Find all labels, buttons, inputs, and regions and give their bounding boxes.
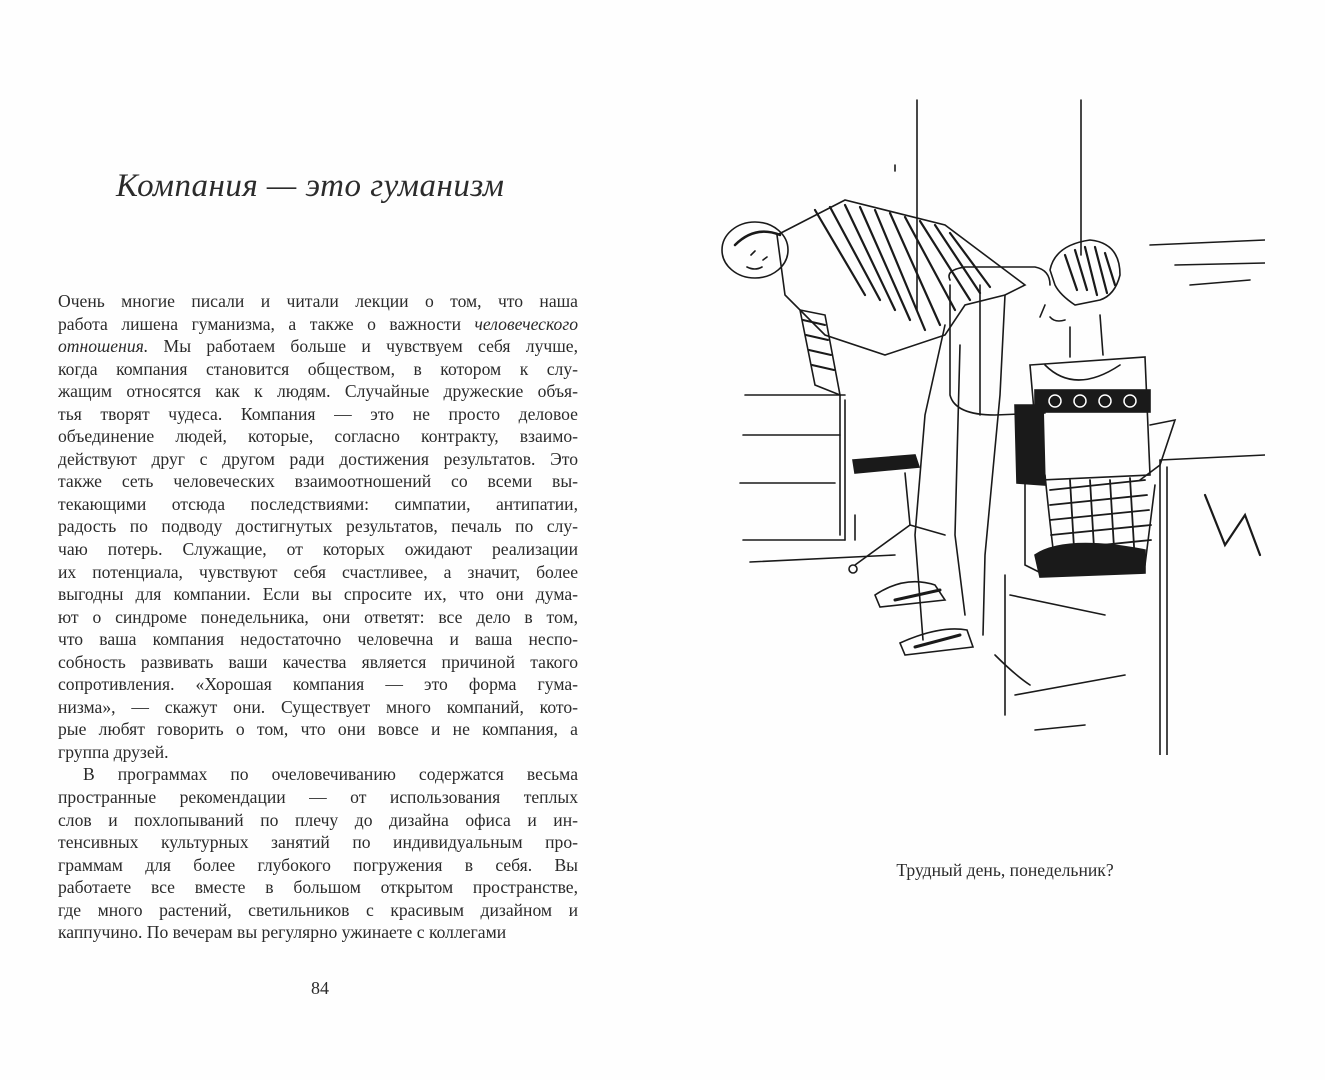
line-text: их потенциала, чувствуют себя счастливее, а значит, более bbox=[58, 561, 578, 582]
text-line bbox=[58, 448, 578, 471]
left-chair bbox=[849, 455, 945, 573]
line-text: ют о синдроме понедельника, они ответят: все дело в том, bbox=[58, 606, 578, 627]
emphasis-text: отношения. bbox=[58, 336, 149, 357]
line-text: где много растений, светильников с красивым дизайном и bbox=[58, 899, 578, 920]
text-line bbox=[58, 493, 578, 516]
line-text: тья творят чудеса. Компания — это не просто деловое bbox=[58, 403, 578, 424]
line-text: текающими отсюда последствиями: симпатии, антипатии, bbox=[58, 493, 578, 514]
line-text: группа друзей. bbox=[58, 741, 169, 762]
chapter-title: Компания — это гуманизм bbox=[116, 168, 505, 204]
text-line bbox=[58, 380, 578, 403]
line-text: чаю потерь. Служащие, от которых ожидают реализации bbox=[58, 539, 578, 560]
text-line bbox=[58, 831, 578, 854]
line-text: Очень многие писали и читали лекции о том, что наша bbox=[58, 291, 578, 311]
illustration bbox=[705, 95, 1265, 755]
line-text: низма», — скажут они. Существует много компаний, кото- bbox=[58, 696, 578, 717]
line-text: выгодны для компании. Если вы спросите их, что они дума- bbox=[58, 584, 578, 605]
text-line bbox=[58, 718, 578, 741]
text-line bbox=[58, 673, 578, 696]
woman-figure bbox=[1030, 240, 1175, 565]
line-text: действуют друг с другом ради достижения результатов. Это bbox=[58, 448, 578, 469]
man-figure bbox=[722, 200, 1025, 655]
line-text: также сеть человеческих взаимоотношений со всеми вы- bbox=[58, 471, 578, 492]
line-text: В программах по очеловечиванию содержатся весьма bbox=[83, 764, 578, 785]
text-line bbox=[58, 515, 578, 538]
text-line bbox=[58, 470, 578, 493]
left-page bbox=[0, 0, 662, 1080]
text-line bbox=[58, 335, 578, 358]
text-line bbox=[58, 628, 578, 651]
text-line bbox=[58, 696, 578, 719]
line-text: каппучино. По вечерам вы регулярно ужинаете с коллегами bbox=[58, 922, 507, 943]
text-line bbox=[58, 921, 578, 944]
line-text: радость по подводу достигнутых результатов, печаль по слу- bbox=[58, 516, 578, 537]
text-line bbox=[58, 876, 578, 899]
right-desk bbox=[1015, 240, 1265, 755]
line-text: рые любят говорить о том, что они вовсе и не компания, а bbox=[58, 719, 578, 740]
line-text: работаете все вместе в большом открытом пространстве, bbox=[58, 877, 578, 898]
line-text: слов и похлопываний по плечу до дизайна офиса и ин- bbox=[58, 809, 578, 830]
text-line bbox=[58, 899, 578, 922]
text-line bbox=[58, 583, 578, 606]
text-line bbox=[58, 358, 578, 381]
text-line bbox=[58, 763, 578, 786]
text-line bbox=[58, 561, 578, 584]
text-line bbox=[58, 606, 578, 629]
right-chair bbox=[995, 405, 1145, 715]
line-text: граммам для более глубокого погружения в себя. Вы bbox=[58, 854, 578, 875]
illustration-caption: Трудный день, понедельник? bbox=[896, 860, 1114, 880]
page-number: 84 bbox=[311, 978, 329, 998]
text-line bbox=[58, 290, 578, 313]
line-text: что ваша компания недостаточно человечна и ваша неспо- bbox=[58, 629, 578, 650]
text-line bbox=[58, 786, 578, 809]
line-text: объединение людей, которые, согласно контракту, взаимо- bbox=[58, 426, 578, 447]
line-text: работа лишена гуманизма, а также о важности bbox=[58, 313, 475, 334]
line-text: сопротивления. «Хорошая компания — это форма гума- bbox=[58, 674, 578, 695]
text-line bbox=[58, 425, 578, 448]
line-text: пространные рекомендации — от использования теплых bbox=[58, 787, 578, 808]
text-line bbox=[58, 403, 578, 426]
text-line bbox=[58, 741, 578, 764]
line-text: собность развивать ваши качества является причиной такого bbox=[58, 651, 578, 672]
body-text bbox=[58, 290, 578, 944]
left-desk bbox=[740, 395, 895, 562]
text-line bbox=[58, 651, 578, 674]
line-text: Мы работаем больше и чувствуем себя лучше, bbox=[148, 336, 578, 357]
line-text: жащим относятся как к людям. Случайные дружеские объя- bbox=[58, 381, 578, 402]
line-text: тенсивных культурных занятий по индивидуальным про- bbox=[58, 832, 578, 853]
text-line bbox=[58, 538, 578, 561]
text-line bbox=[58, 313, 578, 336]
text-line bbox=[58, 854, 578, 877]
text-line bbox=[58, 809, 578, 832]
emphasis-text: человеческого bbox=[474, 313, 578, 334]
line-text: когда компания становится обществом, в котором к слу- bbox=[58, 358, 578, 379]
